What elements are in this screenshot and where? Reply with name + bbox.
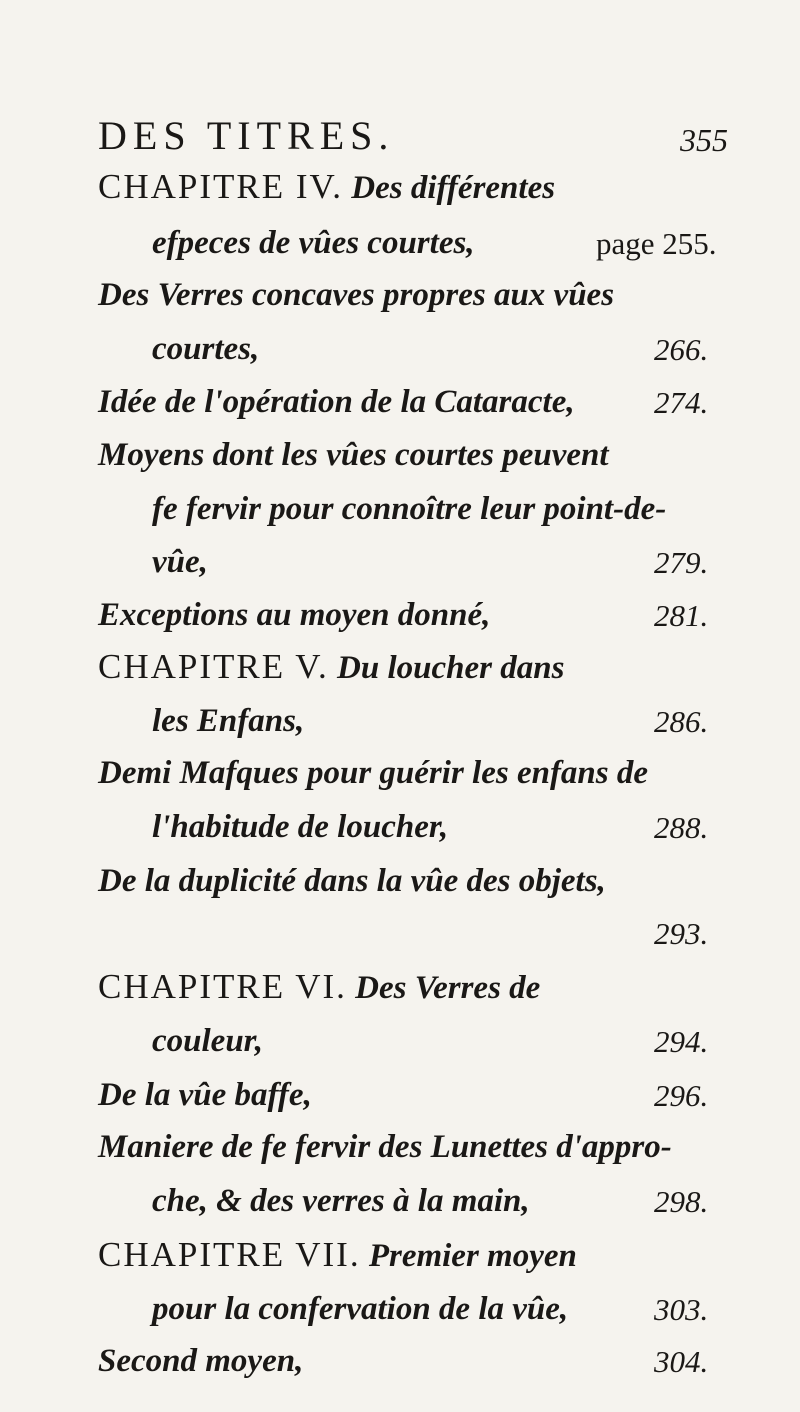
toc-entry [98,588,490,642]
toc-entry [98,640,564,694]
toc-entry [98,1068,312,1122]
toc-entry [98,746,648,800]
entry-text: efpeces de vûes courtes, [152,225,475,261]
entry-text: Second moyen, [98,1343,304,1379]
entry-page: 288. [654,810,709,845]
entry-page: 281. [654,598,709,633]
entry-text: Exceptions au moyen donné, [98,597,491,633]
entry-page: 286. [654,704,709,739]
entry-page: 304. [654,1344,709,1379]
entry-text: Du loucher dans [337,650,565,686]
toc-entry [152,1174,530,1228]
entry-page: 298. [654,1184,709,1219]
chapter-label: CHAPITRE VII. [98,1235,361,1274]
entry-page: 296. [654,1078,709,1113]
toc-entry [152,535,208,589]
entry-text: De la duplicité dans la vûe des objets, [98,863,606,899]
chapter-label: CHAPITRE V. [98,647,329,686]
toc-entry [152,1014,263,1068]
toc-entry [152,694,304,748]
toc-entry [98,1228,577,1282]
entry-page: 293. [654,916,709,951]
toc-entry [98,1334,303,1388]
entry-text: Idée de l'opération de la Cataracte, [98,384,575,420]
entry-text: Premier moyen [368,1238,577,1274]
entry-text: l'habitude de loucher, [152,809,449,845]
entry-page: 303. [654,1292,709,1327]
entry-text: pour la confervation de la vûe, [152,1291,569,1327]
toc-entry [152,482,666,536]
chapter-label: CHAPITRE IV. [98,167,344,206]
toc-entry [98,854,606,908]
entry-page: 294. [654,1024,709,1059]
entry-page: page 255. [596,226,717,261]
toc-entry [98,160,555,214]
entry-text: vûe, [152,544,208,580]
toc-entry [98,268,614,322]
entry-text: Des Verres de [355,970,541,1006]
chapter-label: CHAPITRE VI. [98,967,347,1006]
entry-text: courtes, [152,331,260,367]
entry-page: 274. [654,385,709,420]
entry-text: Des différentes [351,170,556,206]
entry-text: Maniere de fe fervir des Lunettes d'appro- [98,1129,672,1165]
toc-entry [98,1120,672,1174]
entry-page: 279. [654,545,709,580]
page-number: 355 [680,122,728,158]
running-title: DES TITRES. [98,113,395,158]
entry-text: Des Verres concaves propres aux vûes [98,277,615,313]
toc-entry [98,375,575,429]
toc-entry [152,216,475,270]
entry-text: Moyens dont les vûes courtes peuvent [98,437,609,473]
toc-entry [152,800,448,854]
entry-page: 266. [654,332,709,367]
entry-text: les Enfans, [152,703,305,739]
entry-text: couleur, [152,1023,263,1059]
toc-entry [98,960,540,1014]
entry-text: Demi Mafques pour guérir les enfans de [98,755,649,791]
toc-entry [152,322,259,376]
entry-text: De la vûe baffe, [98,1077,312,1113]
entry-text: che, & des verres à la main, [152,1183,530,1219]
entry-text: fe fervir pour connoître leur point-de- [152,491,667,527]
toc-entry [98,428,609,482]
toc-entry [152,1282,568,1336]
